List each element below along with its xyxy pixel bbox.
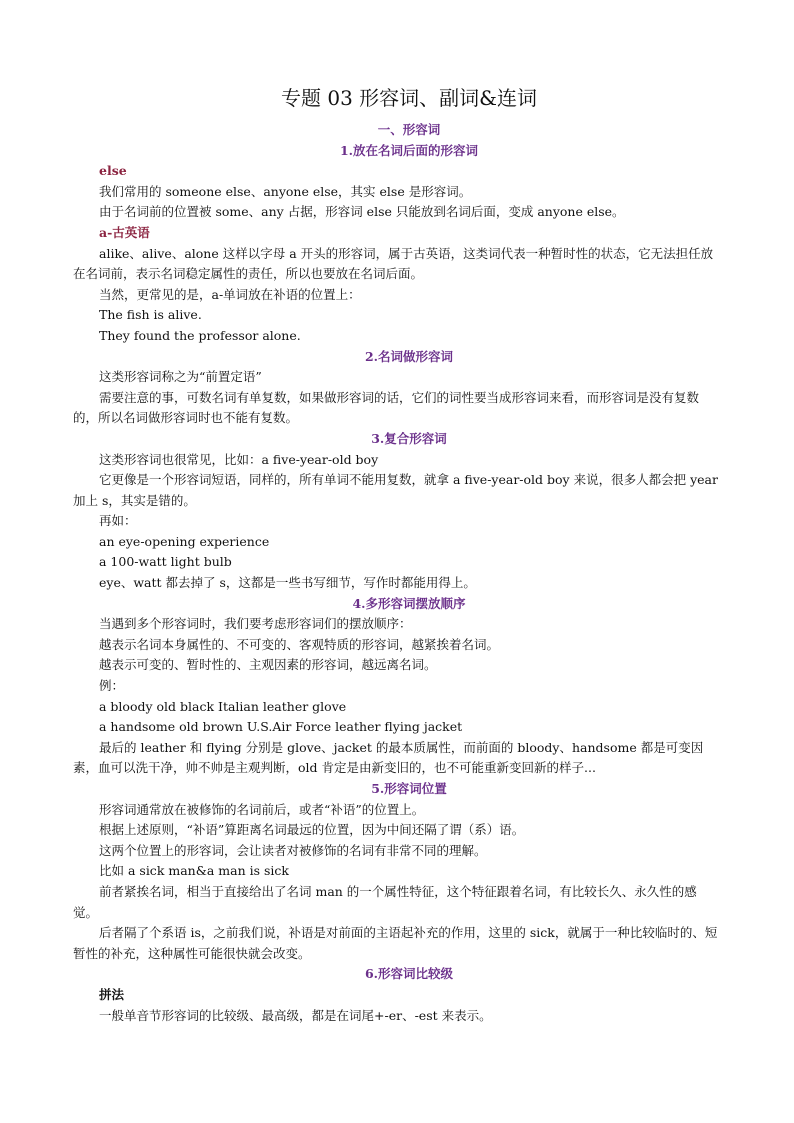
paragraph: 这类形容词称之为“前置定语”	[99, 369, 262, 385]
page-title: 专题 03 形容词、副词&连词	[281, 86, 537, 110]
example-phrase: a handsome old brown U.S.Air Force leather flying jacket	[99, 719, 463, 735]
paragraph: 它更像是一个形容词短语，同样的，所有单词不能用复数，就拿 a five-year-old boy 来说，很多人都会把 year 加上 s，其实是错的。	[73, 472, 718, 508]
paragraph: 形容词通常放在被修饰的名词前后，或者“补语”的位置上。	[99, 801, 425, 817]
document-content	[73, 84, 719, 1026]
subsection-heading-6: 6.形容词比较级	[364, 966, 454, 982]
paragraph: 根据上述原则，“补语”算距离名词最远的位置，因为中间还隔了谓（系）语。	[99, 822, 525, 838]
subsection-heading-5: 5.形容词位置	[371, 781, 447, 796]
example-phrase: a bloody old black Italian leather glove	[99, 698, 347, 714]
example-phrase: a 100-watt light bulb	[99, 554, 232, 570]
paragraph: 越表示名词本身属性的、不可变的、客观特质的形容词，越紧挨着名词。	[99, 636, 500, 652]
subsection-heading-2: 2.名词做形容词	[364, 348, 454, 364]
paragraph: eye、watt 都去掉了 s，这都是一些书写细节，写作时都能用得上。	[99, 575, 476, 591]
paragraph: 越表示可变的、暂时性的、主观因素的形容词，越远离名词。	[99, 657, 437, 673]
subsection-heading-1: 1.放在名词后面的形容词	[339, 142, 479, 158]
subsection-heading-4: 4.多形容词摆放顺序	[352, 595, 466, 611]
paragraph: 比如 a sick man&a man is sick	[99, 863, 289, 879]
paragraph: 后者隔了个系语 is，之前我们说，补语是对前面的主语起补充的作用，这里的 sick，就属于一种比较临时的、短暂性的补充，这种属性可能很快就会改变。	[73, 925, 718, 961]
paragraph: 当然，更常见的是，a-单词放在补语的位置上：	[99, 286, 361, 302]
paragraph: 由于名词前的位置被 some、any 占据，形容词 else 只能放到名词后面，变成 anyone else。	[99, 204, 625, 220]
paragraph: 一般单音节形容词的比较级、最高级，都是在词尾+-er、-est 来表示。	[99, 1007, 492, 1023]
paragraph: 前者紧挨名词，相当于直接给出了名词 man 的一个属性特征，这个特征跟着名词，有比较长久、永久性的感觉。	[73, 883, 697, 920]
paragraph: 再如：	[99, 513, 137, 529]
paragraph: 当遇到多个形容词时，我们要考虑形容词们的摆放顺序：	[99, 616, 412, 632]
section-heading-adjectives: 一、形容词	[377, 122, 441, 137]
paragraph: 需要注意的事，可数名词有单复数，如果做形容词的话，它们的词性要当成形容词来看，而形容词是没有复数的，所以名词做形容词时也不能有复数。	[73, 389, 700, 426]
subsection-heading-3: 3.复合形容词	[371, 430, 447, 446]
example-sentence: They found the professor alone.	[99, 327, 301, 343]
a-prefix-label: a-古英语	[99, 224, 150, 240]
paragraph: 最后的 leather 和 flying 分别是 glove、jacket 的最本质属性，而前面的 bloody、handsome 都是可变因素，血可以洗干净，帅不帅是主观判断，old 肯定是由新变旧的，也不可能重新变回新的样子...	[73, 739, 704, 776]
paragraph: 这两个位置上的形容词，会让读者对被修饰的名词有非常不同的理解。	[99, 842, 487, 858]
else-label: else	[99, 163, 127, 179]
paragraph: 这类形容词也很常见，比如：a five-year-old boy	[99, 451, 379, 467]
paragraph: 我们常用的 someone else、anyone else，其实 else 是形容词。	[99, 183, 472, 199]
spelling-label: 拼法	[99, 986, 125, 1002]
example-phrase: an eye-opening experience	[99, 533, 270, 549]
paragraph: alike、alive、alone 这样以字母 a 开头的形容词，属于古英语，这类词代表一种暂时性的状态，它无法担任放在名词前，表示名词稳定属性的责任，所以也要放在名词后面。	[73, 245, 714, 282]
paragraph: 例：	[99, 678, 125, 694]
example-sentence: The fish is alive.	[99, 307, 202, 323]
